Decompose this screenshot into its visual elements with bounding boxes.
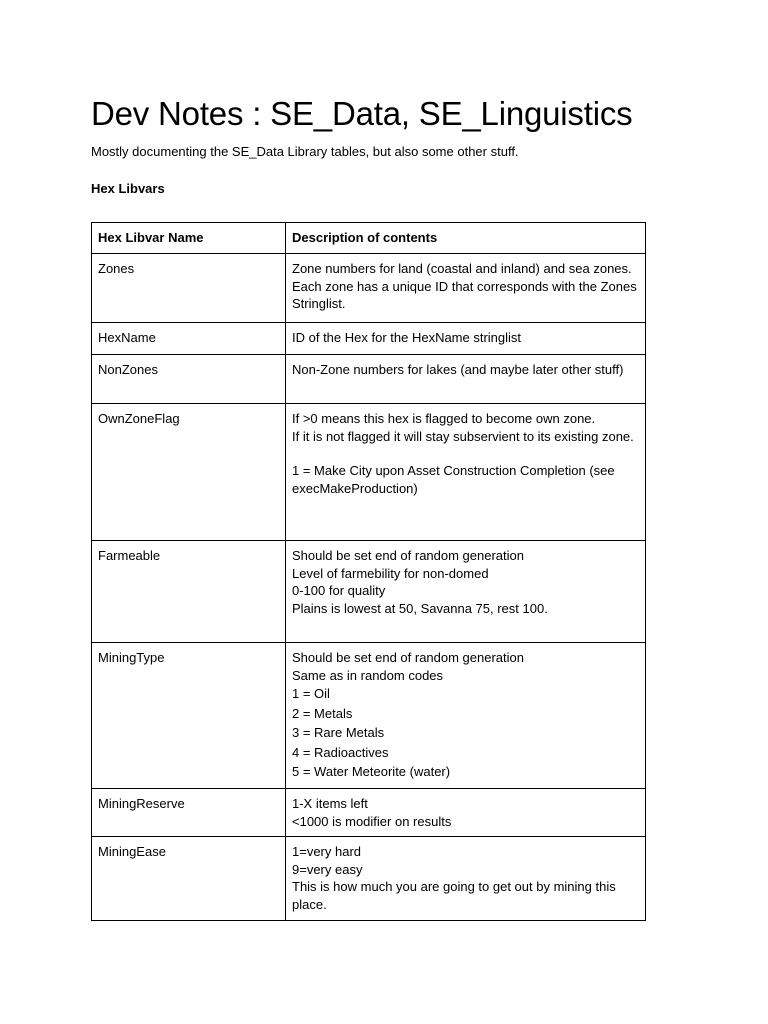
- libvar-name: MiningReserve: [92, 789, 286, 837]
- description-line: 3 = Rare Metals: [292, 725, 385, 740]
- hex-libvars-table: [91, 222, 646, 921]
- description-line: 4 = Radioactives: [292, 744, 389, 760]
- description-line: 1-X items left: [292, 796, 368, 811]
- table-row-farmeable: [92, 541, 646, 643]
- table-row-nonzones: [92, 355, 646, 404]
- description-line: ID of the Hex for the HexName stringlist: [292, 330, 522, 345]
- libvar-name: HexName: [92, 323, 286, 355]
- description-line: 1 = Oil: [292, 686, 330, 701]
- libvar-description: [286, 404, 646, 541]
- table-row-miningtype: [92, 643, 646, 789]
- description-line: This is how much you are going to get out by mining this place.: [292, 879, 616, 912]
- table-row-zones: [92, 254, 646, 323]
- description-line: 2 = Metals: [292, 705, 353, 721]
- description-line: 1=very hard: [292, 844, 362, 859]
- table-row-hexname: [92, 323, 646, 355]
- libvar-name: Zones: [92, 254, 286, 323]
- description-line: Plains is lowest at 50, Savanna 75, rest 100.: [292, 600, 548, 616]
- header-libvar-name: Hex Libvar Name: [92, 223, 286, 254]
- libvar-description: [286, 837, 646, 921]
- libvar-name: MiningType: [92, 643, 286, 789]
- page-subtitle: Mostly documenting the SE_Data Library tables, but also some other stuff.: [91, 144, 519, 159]
- description-line: Should be set end of random generation: [292, 548, 525, 563]
- table-row-miningease: [92, 837, 646, 921]
- libvar-description: [286, 323, 646, 355]
- header-description: Description of contents: [286, 223, 646, 254]
- table-header-row: [92, 223, 646, 254]
- description-line: 1 = Make City upon Asset Construction Completion (see execMakeProduction): [292, 463, 615, 496]
- section-heading-hex-libvars: Hex Libvars: [91, 181, 165, 196]
- libvar-description: [286, 254, 646, 323]
- libvar-name: NonZones: [92, 355, 286, 404]
- description-line: Same as in random codes: [292, 667, 444, 683]
- libvar-description: [286, 355, 646, 404]
- table-row-ownzoneflag: [92, 404, 646, 541]
- libvar-description: [286, 541, 646, 643]
- table-row-miningreserve: [92, 789, 646, 837]
- description-line: Non-Zone numbers for lakes (and maybe later other stuff): [292, 362, 624, 377]
- description-line: If it is not flagged it will stay subservient to its existing zone.: [292, 428, 634, 444]
- page-title: Dev Notes : SE_Data, SE_Linguistics: [91, 95, 633, 132]
- description-line: Should be set end of random generation: [292, 650, 525, 665]
- description-line: If >0 means this hex is flagged to become own zone.: [292, 411, 596, 426]
- description-line: 0-100 for quality: [292, 583, 386, 598]
- description-line: 9=very easy: [292, 861, 363, 877]
- description-line: Zone numbers for land (coastal and inland) and sea zones. Each zone has a unique ID that corresponds with the Zones Stringlist.: [292, 261, 637, 311]
- libvar-description: [286, 789, 646, 837]
- libvar-name: OwnZoneFlag: [92, 404, 286, 541]
- description-line: 5 = Water Meteorite (water): [292, 764, 451, 779]
- libvar-name: Farmeable: [92, 541, 286, 643]
- libvar-name: MiningEase: [92, 837, 286, 921]
- description-line: Level of farmebility for non-domed: [292, 565, 489, 581]
- description-line: <1000 is modifier on results: [292, 813, 452, 829]
- libvar-description: [286, 643, 646, 789]
